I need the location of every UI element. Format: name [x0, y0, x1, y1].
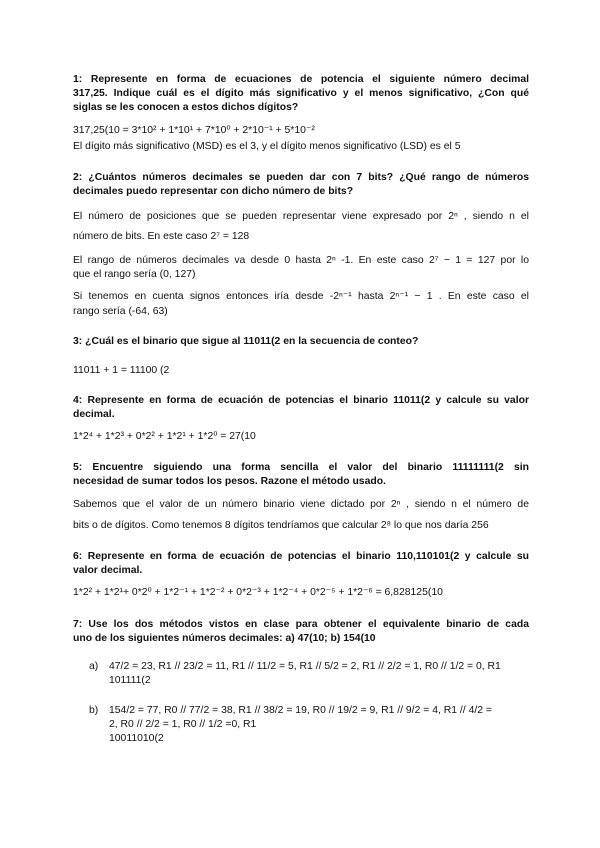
list-marker-b: b)	[89, 705, 99, 716]
question-7-line-1: 7: Use los dos métodos vistos en clase para obtener el equivalente binario de cada	[73, 619, 529, 630]
question-2-line-2: decimales puedo representar con dicho número de bits?	[73, 186, 354, 197]
question-1-equation: 317,25(10 = 3*10² + 1*10¹ + 7*10⁰ + 2*10⁻¹ + 5*10⁻²	[73, 125, 315, 136]
question-6-equation: 1*2² + 1*2¹+ 0*2⁰ + 1*2⁻¹ + 1*2⁻² + 0*2⁻³ + 1*2⁻⁴ + 0*2⁻⁵ + 1*2⁻⁶ = 6,828125(10	[73, 587, 443, 598]
question-5-line-2: necesidad de sumar todos los pesos. Razone el método usado.	[73, 476, 386, 487]
question-2-answer-2: número de bits. En este caso 2⁷ = 128	[73, 231, 250, 242]
question-7-line-2: uno de los siguientes números decimales: a) 47(10; b) 154(10	[73, 633, 376, 644]
question-2-answer-4: que el rango sería (0, 127)	[73, 269, 196, 280]
question-2-answer-1: El número de posiciones que se pueden representar viene expresado por 2ⁿ , siendo n el	[73, 211, 529, 222]
question-2-line-1: 2: ¿Cuántos números decimales se pueden dar con 7 bits? ¿Qué rango de números	[73, 172, 529, 183]
question-4-equation: 1*2⁴ + 1*2³ + 0*2² + 1*2¹ + 1*2⁰ = 27(10	[73, 431, 256, 442]
question-5-line-1: 5: Encuentre siguiendo una forma sencilla el valor del binario 11111111(2 sin	[73, 462, 529, 473]
question-6-line-2: valor decimal.	[73, 565, 143, 576]
list-item-a-line-2: 101111(2	[109, 675, 151, 686]
list-item-b-line-2: 2, R0 // 2/2 = 1, R0 // 1/2 =0, R1	[109, 719, 257, 730]
question-5-answer-2: bits o de dígitos. Como tenemos 8 dígitos tendríamos que calcular 2⁸ lo que nos daría 256	[73, 520, 489, 531]
question-5-answer-1: Sabemos que el valor de un número binario viene dictado por 2ⁿ , siendo n el número de	[73, 499, 529, 510]
list-item-b-line-3: 10011010(2	[109, 733, 164, 744]
list-marker-a: a)	[89, 661, 99, 672]
question-4-line-1: 4: Represente en forma de ecuación de potencias el binario 11011(2 y calcule su valor	[73, 395, 529, 406]
question-2-answer-5: Si tenemos en cuenta signos entonces iría desde -2ⁿ⁻¹ hasta 2ⁿ⁻¹ − 1 . En este caso el	[73, 291, 529, 302]
question-3-line-1: 3: ¿Cuál es el binario que sigue al 11011(2 en la secuencia de conteo?	[73, 336, 419, 347]
question-1-answer: El dígito más significativo (MSD) es el 3, y el dígito menos significativo (LSD) es el 5	[73, 141, 461, 152]
question-3-answer: 11011 + 1 = 11100 (2	[73, 365, 170, 376]
question-1-line-3: siglas se les conocen a estos dichos dígitos?	[73, 102, 299, 113]
list-item-b-line-1: 154/2 = 77, R0 // 77/2 = 38, R1 // 38/2 = 19, R0 // 19/2 = 9, R1 // 9/2 = 4, R1 // 4/2 =	[109, 705, 492, 716]
question-4-line-2: decimal.	[73, 409, 115, 420]
question-1-line-1: 1: Represente en forma de ecuaciones de potencia el siguiente número decimal	[73, 74, 529, 85]
question-2-answer-3: El rango de números decimales va desde 0 hasta 2ⁿ -1. En este caso 2⁷ − 1 = 127 por lo	[73, 255, 529, 266]
question-1-line-2: 317,25. Indique cuál es el dígito más significativo y el menos significativo, ¿Con qué	[73, 88, 529, 99]
list-item-a-line-1: 47/2 = 23, R1 // 23/2 = 11, R1 // 11/2 = 5, R1 // 5/2 = 2, R1 // 2/2 = 1, R0 // 1/2 = 0, R1	[109, 661, 501, 672]
question-6-line-1: 6: Represente en forma de ecuación de potencias el binario 110,110101(2 y calcule su	[73, 551, 529, 562]
question-2-answer-6: rango sería (-64, 63)	[73, 306, 168, 317]
